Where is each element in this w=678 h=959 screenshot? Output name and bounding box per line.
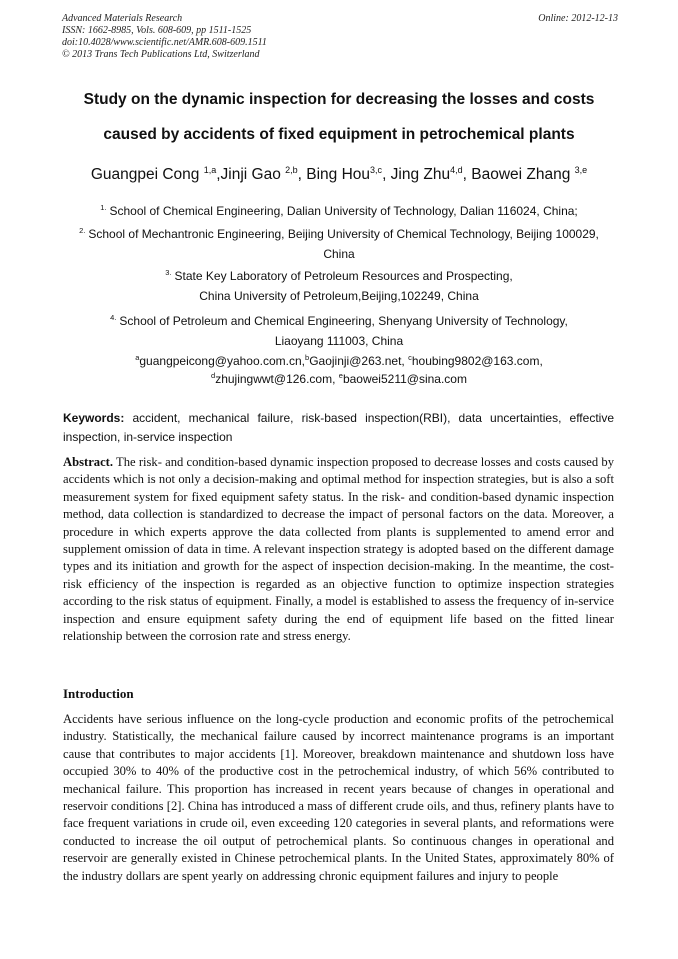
email-e[interactable]: baowei5211@sina.com: [342, 372, 467, 386]
affiliation-4: [30, 311, 648, 351]
author-name: ,Jinji Gao: [216, 166, 286, 183]
email-sup: e: [338, 371, 343, 380]
copyright-line: © 2013 Trans Tech Publications Ltd, Switzerland: [62, 49, 260, 60]
affiliation-text-cont: China University of Petroleum,Beijing,102249, China: [199, 289, 479, 303]
author-sup: 3,e: [574, 165, 588, 175]
author-name: , Bing Hou: [297, 166, 371, 183]
journal-name: Advanced Materials Research: [62, 13, 183, 24]
email-sup: a: [135, 353, 140, 362]
author-sup: 2,b: [285, 165, 298, 175]
affiliation-number: 2.: [79, 226, 86, 235]
affiliation-text-cont: Liaoyang 111003, China: [274, 334, 404, 348]
keywords-text: accident, mechanical failure, risk-based inspection(RBI), data uncertainties, effective inspection, in-service inspection: [63, 411, 614, 444]
paper-title-line-2: caused by accidents of fixed equipment in petrochemical plants: [103, 126, 575, 143]
email-sup: b: [305, 353, 310, 362]
affiliation-2: [30, 224, 648, 264]
affiliation-number: 4.: [110, 313, 117, 322]
author-name: , Jing Zhu: [382, 166, 451, 183]
affiliation-text: School of Mechantronic Engineering, Beijing University of Chemical Technology, Beijing 100029,: [88, 227, 599, 241]
author-name: , Baowei Zhang: [462, 166, 575, 183]
paper-title-line-1: Study on the dynamic inspection for decreasing the losses and costs: [83, 91, 595, 108]
affiliation-number: 1.: [100, 203, 107, 212]
keywords-section: [63, 409, 614, 447]
author-sup: 3,c: [370, 165, 383, 175]
keywords-label: Keywords:: [63, 411, 125, 425]
author-list: [20, 166, 658, 184]
affiliation-text: School of Petroleum and Chemical Engineering, Shenyang University of Technology,: [119, 314, 568, 328]
introduction-heading: Introduction: [63, 686, 134, 701]
email-a[interactable]: guangpeicong@yahoo.com.cn,: [139, 354, 306, 368]
author-sup: 1,a: [203, 165, 217, 175]
abstract-label: Abstract.: [63, 455, 114, 469]
journal-header: [62, 13, 618, 61]
doi-line: doi:10.4028/www.scientific.net/AMR.608-609.1511: [62, 37, 267, 48]
author-sup: 4,d: [450, 165, 463, 175]
affiliation-text-cont: China: [323, 247, 355, 261]
affiliation-number: 3.: [165, 268, 172, 277]
email-sup: d: [211, 371, 216, 380]
issn-line: ISSN: 1662-8985, Vols. 608-609, pp 1511-1525: [62, 25, 252, 36]
email-b[interactable]: Gaojinji@263.net,: [309, 354, 409, 368]
email-d[interactable]: zhujingwwt@126.com,: [215, 372, 339, 386]
affiliation-text: State Key Laboratory of Petroleum Resources and Prospecting,: [174, 269, 513, 283]
email-sup: c: [408, 353, 412, 362]
online-date: Online: 2012-12-13: [538, 13, 618, 24]
abstract-text: The risk- and condition-based dynamic inspection proposed to decrease losses and costs caused by accidents which is not only a decision-making and optimal method for inspection strategies, but is also a soft measurement system for fixed equipment safety status. In the risk- and condition-based dynamic inspection method, data collection is standardized to decrease the impact of personal factors on the data. Moreover, a procedure in which experts approve the data collected from plants is supplemented to amend error and supplement omission of data in time. A relevant inspection strategy is adopted based on the different damage types and its initiation and growth for the aspect of inspection decision-making. In the meantime, the cost-risk efficiency of the inspection is regarded as an objective function to optimize inspection strategies according to the risk status of equipment. Finally, a model is established to assess the frequency of in-service inspection and ensure equipment safety during the end of equipment life based on the fitted linear relationship between the corrosion rate and stress energy.: [63, 455, 614, 644]
email-c[interactable]: houbing9802@163.com,: [411, 354, 543, 368]
author-name: Guangpei Cong: [90, 166, 204, 183]
introduction-text: Accidents have serious influence on the long-cycle production and economic profits of the petrochemical industry. Statistically, the mechanical failure caused by incorrect maintenance programs is an important cause that contributes to major accidents [1]. Moreover, breakdown maintenance and shutdown loss have occupied 30% to 40% of the productive cost in the petrochemical industry, of which 56% contributed to mechanical failure. This proportion has increased in recent years because of changes in operational and reservoir conditions [2]. China has introduced a mass of different crude oils, and thus, refinery plants have to face frequent variations in crude oil, even exceeding 120 categories in several plants, and reformations were conducted to increase the oil output of petrochemical plants. So continuous changes in operational and reservoir are generally existed in Chinese petrochemical plants. In the United States, approximately 80% of the industry dollars are spent yearly on addressing chronic equipment failures and injury to people: [63, 712, 614, 883]
abstract-section: [63, 454, 614, 645]
affiliation-text: School of Chemical Engineering, Dalian University of Technology, Dalian 116024, China;: [109, 204, 578, 218]
affiliation-1: [30, 201, 648, 221]
affiliation-3: [30, 266, 648, 306]
author-emails: [30, 352, 648, 388]
